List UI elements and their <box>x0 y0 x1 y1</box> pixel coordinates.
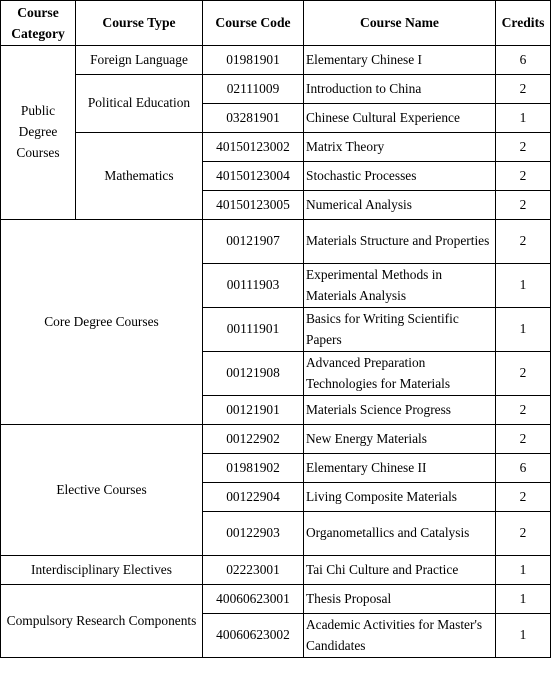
course-code: 40150123005 <box>203 191 304 220</box>
header-code: Course Code <box>203 1 304 46</box>
course-credits: 1 <box>496 264 551 308</box>
course-name: Advanced Preparation Technologies for Materials <box>304 352 496 396</box>
course-name: Living Composite Materials <box>304 483 496 512</box>
course-code: 01981902 <box>203 454 304 483</box>
category-elective: Elective Courses <box>1 425 203 556</box>
course-name: New Energy Materials <box>304 425 496 454</box>
course-name: Materials Structure and Properties <box>304 220 496 264</box>
course-name: Introduction to China <box>304 75 496 104</box>
course-name: Organometallics and Catalysis <box>304 512 496 556</box>
course-name: Elementary Chinese I <box>304 46 496 75</box>
header-type: Course Type <box>76 1 203 46</box>
type-foreign-language: Foreign Language <box>76 46 203 75</box>
course-credits: 2 <box>496 512 551 556</box>
category-research: Compulsory Research Components <box>1 585 203 658</box>
course-code: 40150123002 <box>203 133 304 162</box>
course-name: Basics for Writing Scientific Papers <box>304 308 496 352</box>
course-credits: 2 <box>496 396 551 425</box>
course-code: 40060623002 <box>203 614 304 658</box>
table-row <box>1 220 551 264</box>
table-row <box>1 75 551 104</box>
course-name: Chinese Cultural Experience <box>304 104 496 133</box>
course-code: 02111009 <box>203 75 304 104</box>
course-credits: 2 <box>496 220 551 264</box>
course-code: 00121908 <box>203 352 304 396</box>
course-code: 00122904 <box>203 483 304 512</box>
course-name: Tai Chi Culture and Practice <box>304 556 496 585</box>
course-name: Materials Science Progress <box>304 396 496 425</box>
course-credits: 2 <box>496 162 551 191</box>
course-credits: 2 <box>496 133 551 162</box>
course-code: 40150123004 <box>203 162 304 191</box>
course-credits: 1 <box>496 556 551 585</box>
course-code: 00111901 <box>203 308 304 352</box>
course-code: 00122903 <box>203 512 304 556</box>
course-credits: 2 <box>496 352 551 396</box>
course-code: 40060623001 <box>203 585 304 614</box>
course-credits: 1 <box>496 308 551 352</box>
course-code: 01981901 <box>203 46 304 75</box>
category-core: Core Degree Courses <box>1 220 203 425</box>
header-category: Course Category <box>1 1 76 46</box>
course-code: 03281901 <box>203 104 304 133</box>
course-name: Matrix Theory <box>304 133 496 162</box>
header-name: Course Name <box>304 1 496 46</box>
course-code: 00111903 <box>203 264 304 308</box>
course-code: 00121907 <box>203 220 304 264</box>
course-credits: 1 <box>496 104 551 133</box>
course-credits: 6 <box>496 46 551 75</box>
course-credits: 6 <box>496 454 551 483</box>
table-row <box>1 46 551 75</box>
course-credits: 2 <box>496 425 551 454</box>
course-credits: 2 <box>496 75 551 104</box>
header-credits: Credits <box>496 1 551 46</box>
course-name: Thesis Proposal <box>304 585 496 614</box>
category-public: Public Degree Courses <box>1 46 76 220</box>
table-row <box>1 556 551 585</box>
course-code: 00122902 <box>203 425 304 454</box>
course-credits: 1 <box>496 614 551 658</box>
type-political-education: Political Education <box>76 75 203 133</box>
course-name: Elementary Chinese II <box>304 454 496 483</box>
type-mathematics: Mathematics <box>76 133 203 220</box>
course-name: Experimental Methods in Materials Analysis <box>304 264 496 308</box>
course-code: 02223001 <box>203 556 304 585</box>
table-row <box>1 133 551 162</box>
table-row <box>1 425 551 454</box>
category-interdisciplinary: Interdisciplinary Electives <box>1 556 203 585</box>
course-name: Numerical Analysis <box>304 191 496 220</box>
course-name: Academic Activities for Master's Candidates <box>304 614 496 658</box>
course-credits: 2 <box>496 191 551 220</box>
table-row <box>1 585 551 614</box>
header-row <box>1 1 551 46</box>
course-code: 00121901 <box>203 396 304 425</box>
course-credits: 1 <box>496 585 551 614</box>
course-credits: 2 <box>496 483 551 512</box>
course-name: Stochastic Processes <box>304 162 496 191</box>
